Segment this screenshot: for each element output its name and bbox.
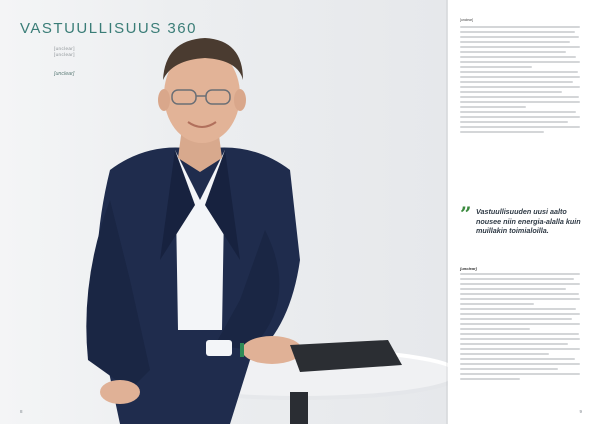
text-line <box>460 61 580 63</box>
text-line <box>460 111 576 113</box>
page-number-left: 8 <box>20 409 23 414</box>
text-line <box>460 86 580 88</box>
text-line <box>460 91 562 93</box>
article-title: VASTUULLISUUS 360 <box>20 20 197 37</box>
quote-mark-icon: ” <box>460 202 472 226</box>
text-line <box>460 323 580 325</box>
credits-line-1: [unclear] <box>54 46 75 51</box>
body-column-bottom <box>460 270 580 383</box>
credits-line-2: [unclear] <box>54 52 75 57</box>
text-line <box>460 328 530 330</box>
text-line <box>460 46 580 48</box>
section-subheading: [unclear] <box>460 266 477 271</box>
text-line <box>460 358 575 360</box>
text-line <box>460 31 575 33</box>
text-line <box>460 278 574 280</box>
text-line <box>460 363 580 365</box>
text-line <box>460 298 580 300</box>
text-line <box>460 308 576 310</box>
text-line <box>460 353 549 355</box>
ear-left <box>158 89 170 111</box>
text-line <box>460 116 580 118</box>
text-line <box>460 378 520 380</box>
text-line <box>460 81 573 83</box>
text-line <box>460 348 580 350</box>
text-line <box>460 318 572 320</box>
text-line <box>460 101 580 103</box>
text-line <box>460 343 568 345</box>
intro-text: [unclear] <box>54 71 75 77</box>
text-line <box>460 373 580 375</box>
credits <box>54 46 75 58</box>
text-line <box>460 283 580 285</box>
hand-left <box>100 380 140 404</box>
body-column-top <box>460 18 580 136</box>
text-line <box>460 36 579 38</box>
text-line <box>460 66 532 68</box>
text-line <box>460 273 580 275</box>
text-line <box>460 76 580 78</box>
text-line <box>460 121 568 123</box>
cuff <box>206 340 232 356</box>
table-leg <box>290 392 308 424</box>
bracelet <box>240 343 244 357</box>
text-line <box>460 106 526 108</box>
body-lead: [unclear] <box>460 18 474 22</box>
text-line <box>460 96 579 98</box>
text-line <box>460 26 580 28</box>
text-line <box>460 293 579 295</box>
text-line <box>460 313 580 315</box>
text-line <box>460 288 566 290</box>
text-line <box>460 71 578 73</box>
page-number-right: 9 <box>579 409 582 414</box>
text-line <box>460 126 580 128</box>
ear-right <box>234 89 246 111</box>
pull-quote-text: Vastuullisuuden uusi aalto nousee niin energia-alalla kuin muillakin toimialoilla. <box>476 207 581 235</box>
text-line <box>460 303 534 305</box>
text-line <box>460 368 558 370</box>
text-line <box>460 333 579 335</box>
text-line <box>460 338 580 340</box>
text-line <box>460 56 576 58</box>
text-line <box>460 131 544 133</box>
text-line <box>460 41 570 43</box>
text-line <box>460 51 566 53</box>
